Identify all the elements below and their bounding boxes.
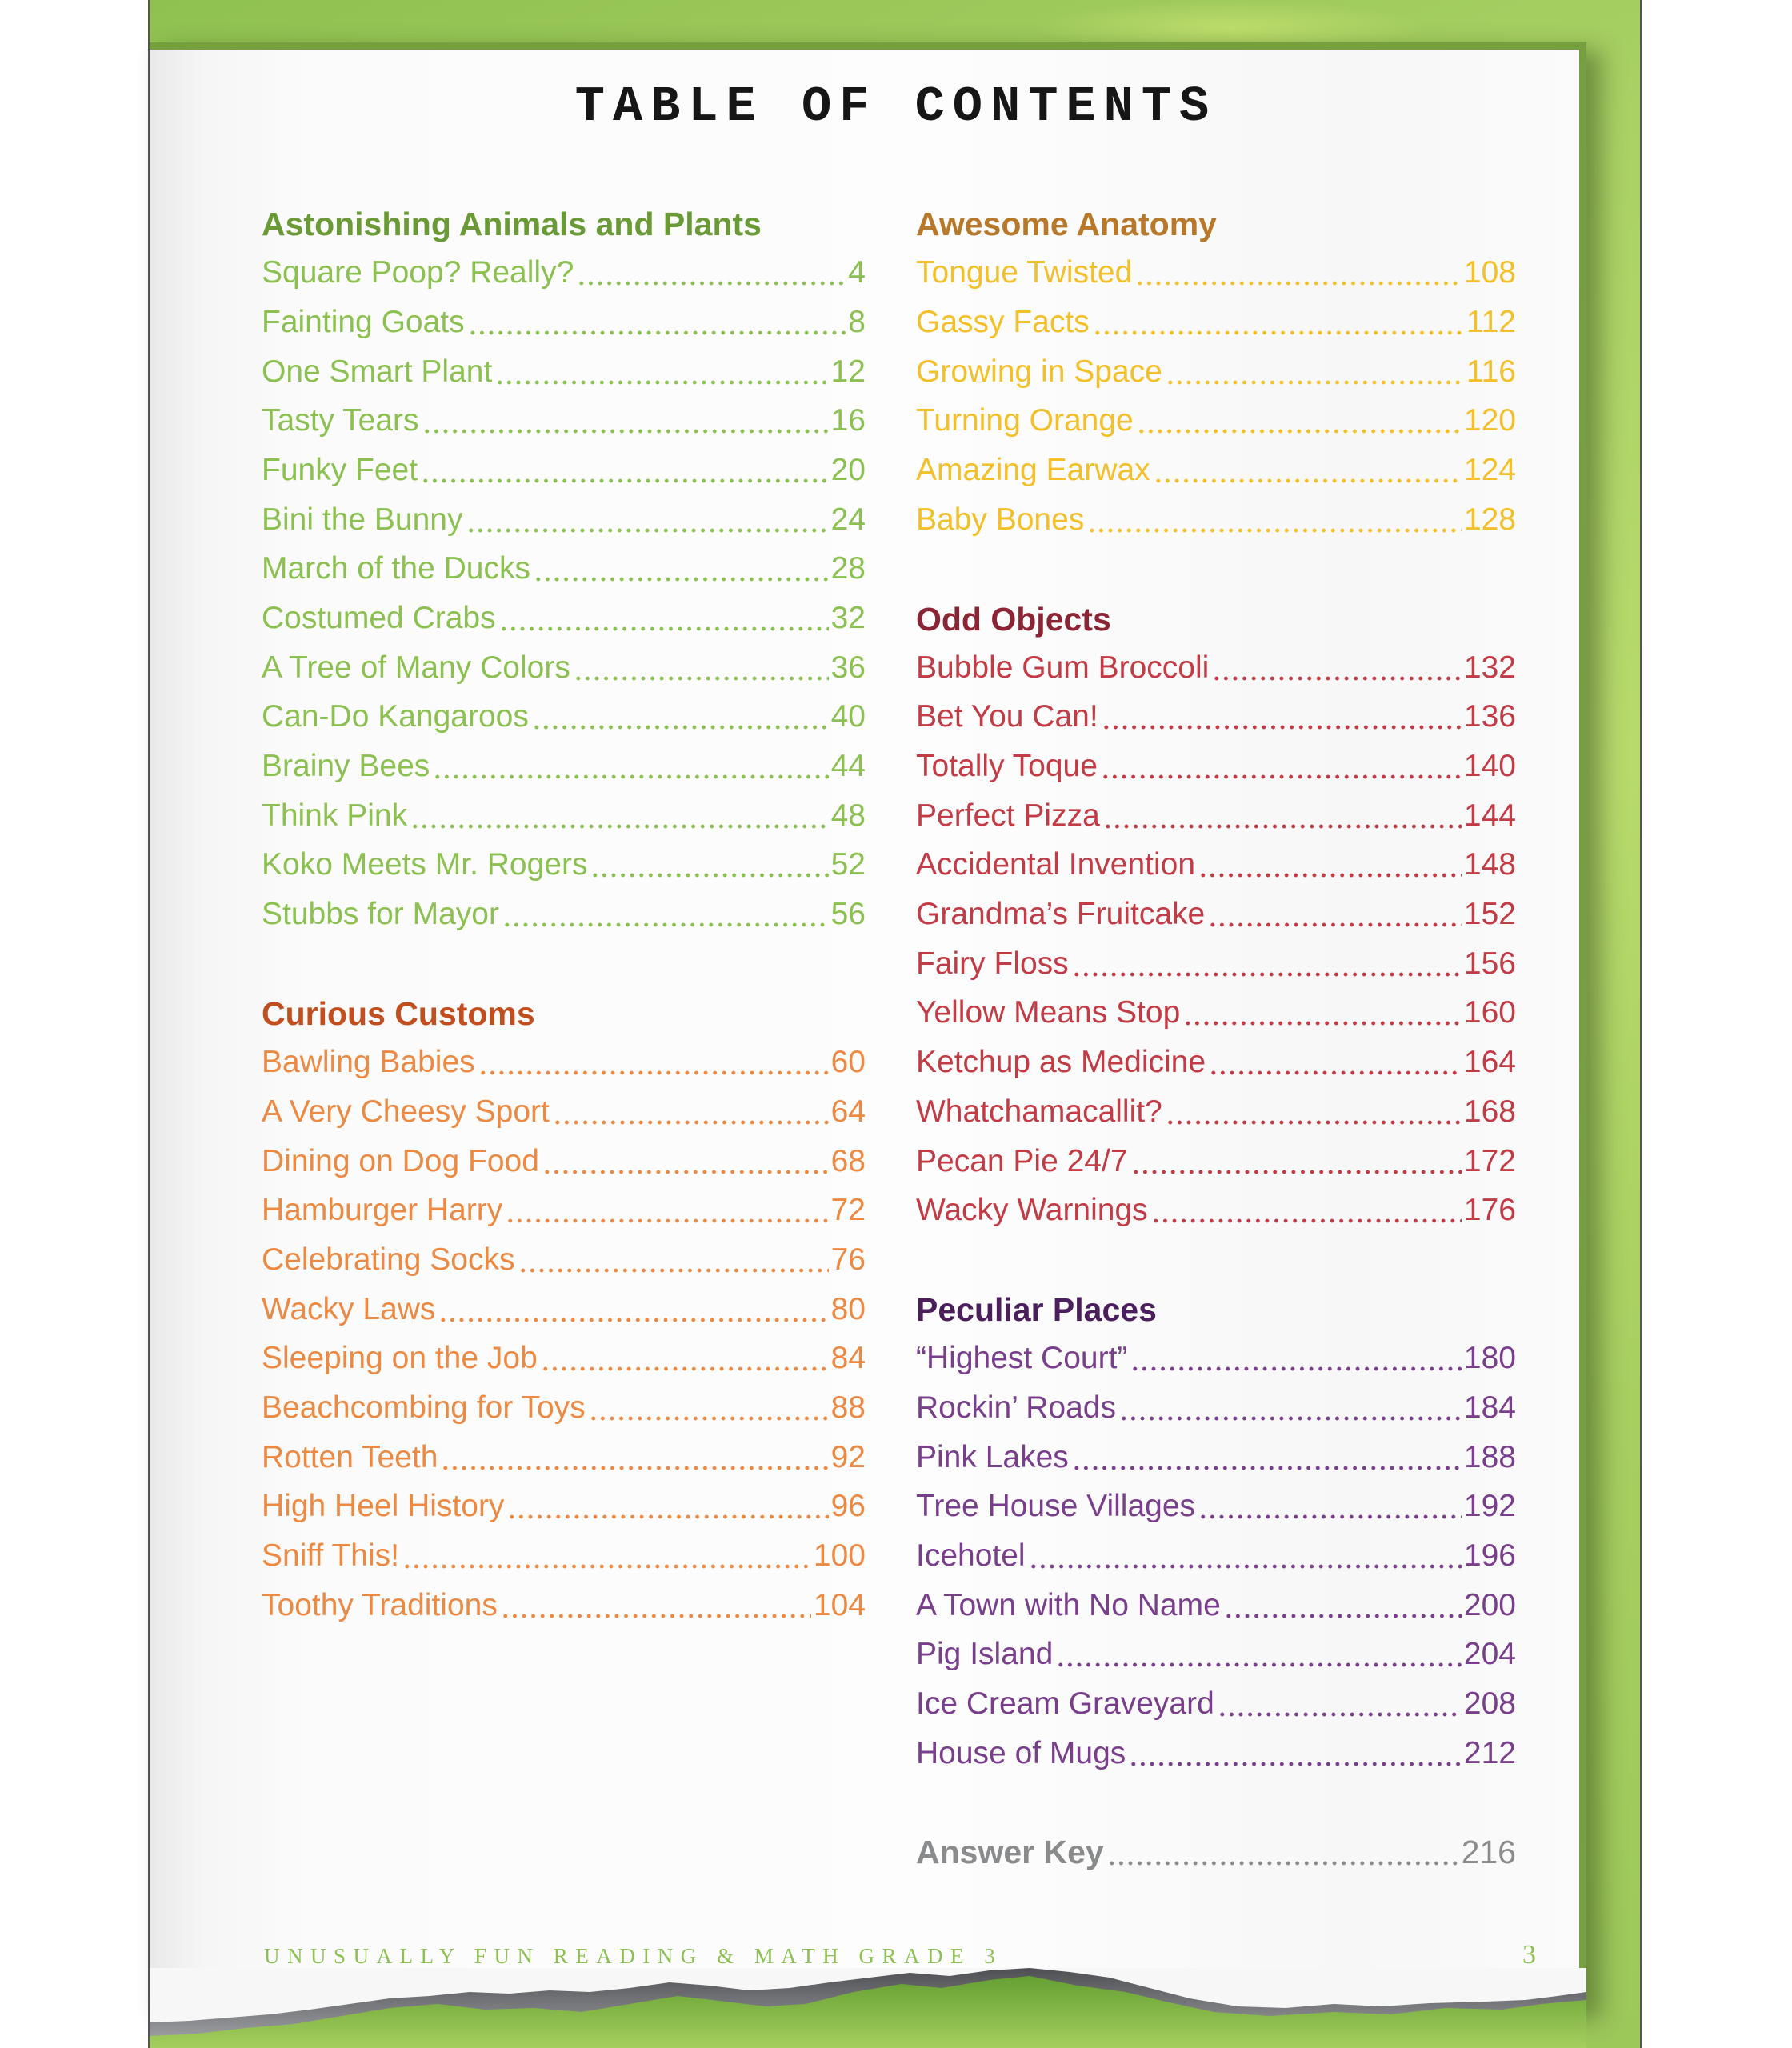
toc-entry[interactable]: [262, 1138, 866, 1187]
entry-page: 176: [1463, 1193, 1516, 1228]
entry-title: Pig Island: [916, 1637, 1054, 1672]
right-column: [916, 200, 1516, 1878]
dot-leader: [1183, 995, 1462, 1026]
entry-title: Fainting Goats: [262, 304, 465, 339]
torn-paper-edge: [150, 1968, 1586, 2048]
entry-page: 4: [848, 255, 866, 290]
entry-title: Ketchup as Medicine: [916, 1045, 1206, 1080]
entry-page: 36: [830, 650, 866, 685]
entry-page: 196: [1463, 1538, 1516, 1573]
toc-entry[interactable]: [262, 1483, 866, 1533]
entry-title: Accidental Invention: [916, 847, 1196, 882]
entry-page: 188: [1463, 1439, 1516, 1474]
toc-entry[interactable]: [916, 1138, 1516, 1187]
dot-leader: [468, 305, 846, 336]
entry-page: 44: [830, 749, 866, 783]
dot-leader: [1198, 847, 1462, 878]
dot-leader: [1166, 354, 1464, 386]
left-column: [262, 200, 866, 1631]
entry-page: 116: [1466, 354, 1516, 389]
entry-title: Fairy Floss: [916, 946, 1069, 981]
entry-page: 108: [1463, 255, 1516, 290]
entry-page: 60: [830, 1045, 866, 1080]
toc-entry[interactable]: [916, 1039, 1516, 1089]
dot-leader: [499, 601, 829, 632]
entry-page: 212: [1463, 1735, 1516, 1770]
dot-leader: [1130, 1341, 1462, 1372]
dot-leader: [1093, 305, 1464, 336]
entry-page: 96: [830, 1489, 866, 1524]
entry-title: Pecan Pie 24/7: [916, 1143, 1128, 1178]
dot-leader: [478, 1045, 829, 1076]
entry-page: 144: [1463, 798, 1516, 833]
entry-page: 136: [1463, 699, 1516, 734]
entry-title: Bubble Gum Broccoli: [916, 650, 1210, 685]
toc-entry[interactable]: [916, 940, 1516, 990]
entry-title: Amazing Earwax: [916, 452, 1150, 487]
entry-page: 64: [830, 1094, 866, 1129]
entry-title: March of the Ducks: [262, 551, 530, 586]
dot-leader: [1135, 255, 1462, 286]
toc-entry[interactable]: [262, 1039, 866, 1089]
entry-page: 100: [813, 1538, 866, 1573]
entry-page: 160: [1463, 995, 1516, 1030]
toc-entry-answer-key[interactable]: [916, 1829, 1516, 1878]
toc-entry[interactable]: [916, 298, 1516, 348]
entry-title: Celebrating Socks: [262, 1242, 515, 1277]
entry-title: Wacky Warnings: [916, 1193, 1148, 1228]
entry-page: 56: [830, 897, 866, 932]
toc-entry[interactable]: [262, 891, 866, 941]
dot-leader: [1166, 1094, 1462, 1126]
entry-title: Funky Feet: [262, 452, 418, 487]
toc-entry[interactable]: [262, 398, 866, 447]
entry-title: Tasty Tears: [262, 403, 419, 438]
dot-leader: [466, 502, 829, 534]
dot-leader: [574, 650, 829, 682]
section-heading-animals-plants: Astonishing Animals and Plants: [262, 206, 762, 243]
entry-page: 40: [830, 699, 866, 734]
entry-title: Grandma’s Fruitcake: [916, 897, 1206, 932]
dot-leader: [507, 1489, 828, 1520]
dot-leader: [495, 354, 828, 386]
entry-page: 92: [830, 1439, 866, 1474]
toc-entry[interactable]: [262, 1533, 866, 1582]
entry-page: 208: [1463, 1686, 1516, 1722]
dot-leader: [577, 255, 846, 286]
entry-page: 152: [1463, 897, 1516, 932]
dot-leader: [1072, 946, 1462, 978]
entry-title: Toothy Traditions: [262, 1587, 498, 1622]
spacer: [916, 546, 1516, 595]
entry-page: 72: [830, 1193, 866, 1228]
entry-page: 16: [830, 403, 866, 438]
dot-leader: [1137, 403, 1462, 434]
toc-entry[interactable]: [916, 1681, 1516, 1730]
dot-leader: [1129, 1736, 1462, 1767]
dot-leader: [1151, 1193, 1462, 1224]
entry-title: House of Mugs: [916, 1735, 1126, 1770]
entry-title: Pink Lakes: [916, 1439, 1069, 1474]
entry-title: Can-Do Kangaroos: [262, 699, 529, 734]
dot-leader: [1087, 502, 1462, 534]
page-number: 3: [1522, 1940, 1536, 1970]
entry-page: 24: [830, 502, 866, 537]
entry-page: 120: [1463, 403, 1516, 438]
dot-leader: [518, 1242, 829, 1274]
entry-title: Sleeping on the Job: [262, 1341, 538, 1376]
entry-page: 28: [830, 551, 866, 586]
entry-page: 20: [830, 452, 866, 487]
entry-title: Turning Orange: [916, 403, 1134, 438]
toc-entry[interactable]: [916, 1631, 1516, 1681]
toc-entry[interactable]: [916, 694, 1516, 743]
toc-entry[interactable]: [916, 1088, 1516, 1138]
toc-entry[interactable]: [916, 1335, 1516, 1385]
dot-leader: [441, 1440, 828, 1471]
entry-title: Growing in Space: [916, 354, 1162, 389]
entry-title: Answer Key: [916, 1833, 1104, 1870]
toc-entry[interactable]: [262, 1434, 866, 1483]
entry-page: 192: [1463, 1489, 1516, 1524]
entry-page: 32: [830, 600, 866, 635]
entry-page: 172: [1463, 1143, 1516, 1178]
entry-title: High Heel History: [262, 1489, 505, 1524]
toc-entry[interactable]: [262, 743, 866, 793]
dot-leader: [534, 551, 829, 582]
entry-title: Gassy Facts: [916, 304, 1090, 339]
dot-leader: [402, 1538, 811, 1570]
dot-leader: [1056, 1637, 1462, 1668]
entry-page: 12: [830, 354, 866, 389]
entry-title: Totally Toque: [916, 749, 1098, 783]
toc-entry[interactable]: [916, 1483, 1516, 1533]
entry-title: Brainy Bees: [262, 749, 430, 783]
entry-title: Rotten Teeth: [262, 1439, 438, 1474]
toc-entry[interactable]: [916, 1730, 1516, 1779]
toc-entry[interactable]: [262, 1385, 866, 1434]
entry-page: 132: [1463, 650, 1516, 685]
section-heading-curious-customs: Curious Customs: [262, 995, 535, 1033]
toc-entry[interactable]: [262, 1582, 866, 1631]
dot-leader: [433, 749, 828, 780]
toc-entry[interactable]: [916, 348, 1516, 398]
toc-entry[interactable]: [916, 644, 1516, 694]
toc-entry[interactable]: [262, 348, 866, 398]
dot-leader: [1103, 798, 1462, 830]
entry-title: Whatchamacallit?: [916, 1094, 1162, 1129]
spacer: [262, 940, 866, 990]
entry-page: 84: [830, 1341, 866, 1376]
page-title: TABLE OF CONTENTS: [574, 78, 1218, 135]
dot-leader: [542, 1144, 829, 1175]
entry-title: Bini the Bunny: [262, 502, 463, 537]
entry-title: “Highest Court”: [916, 1341, 1128, 1376]
entry-page: 164: [1463, 1045, 1516, 1080]
entry-page: 88: [830, 1390, 866, 1425]
entry-title: Icehotel: [916, 1538, 1026, 1573]
entry-title: Ice Cream Graveyard: [916, 1686, 1214, 1722]
dot-leader: [438, 1292, 828, 1323]
dot-leader: [532, 699, 829, 730]
entry-title: A Town with No Name: [916, 1587, 1221, 1622]
entry-title: Perfect Pizza: [916, 798, 1100, 833]
dot-leader: [506, 1193, 828, 1224]
dot-leader: [553, 1094, 829, 1126]
entry-page: 148: [1463, 847, 1516, 882]
dot-leader: [589, 1390, 829, 1422]
entry-page: 124: [1463, 452, 1516, 487]
entry-page: 112: [1466, 304, 1516, 339]
dot-leader: [1131, 1144, 1462, 1175]
toc-entry[interactable]: [916, 446, 1516, 496]
dot-leader: [1209, 1045, 1462, 1076]
dot-leader: [501, 1588, 811, 1619]
entry-title: Baby Bones: [916, 502, 1085, 537]
spacer: [916, 1779, 1516, 1829]
entry-title: Costumed Crabs: [262, 600, 496, 635]
toc-entry[interactable]: [262, 298, 866, 348]
entry-title: Tongue Twisted: [916, 255, 1133, 290]
dot-leader: [1218, 1686, 1462, 1718]
entry-page: 184: [1463, 1390, 1516, 1425]
book-title-footer: UNUSUALLY FUN READING & MATH GRADE 3: [264, 1944, 1003, 1968]
toc-entry[interactable]: [916, 250, 1516, 299]
toc-entry[interactable]: [916, 1533, 1516, 1582]
toc-entry[interactable]: [916, 743, 1516, 793]
toc-entry[interactable]: [262, 1088, 866, 1138]
section-heading-odd-objects: Odd Objects: [916, 600, 1111, 638]
entry-page: 168: [1463, 1094, 1516, 1129]
entry-title: Sniff This!: [262, 1538, 399, 1573]
dot-leader: [1119, 1390, 1462, 1422]
entry-title: One Smart Plant: [262, 354, 493, 389]
entry-page: 156: [1463, 946, 1516, 981]
toc-entry[interactable]: [916, 496, 1516, 546]
spacer: [916, 1236, 1516, 1286]
toc-entry[interactable]: [262, 446, 866, 496]
entry-page: 48: [830, 798, 866, 833]
toc-entry[interactable]: [262, 496, 866, 546]
section-heading-peculiar-places: Peculiar Places: [916, 1291, 1157, 1329]
toc-entry[interactable]: [262, 792, 866, 842]
toc-entry[interactable]: [262, 595, 866, 645]
toc-entry[interactable]: [916, 891, 1516, 941]
entry-title: Dining on Dog Food: [262, 1143, 539, 1178]
entry-title: A Very Cheesy Sport: [262, 1094, 550, 1129]
entry-title: Rockin’ Roads: [916, 1390, 1116, 1425]
section-heading-awesome-anatomy: Awesome Anatomy: [916, 206, 1217, 243]
entry-title: Stubbs for Mayor: [262, 897, 499, 932]
entry-page: 8: [848, 304, 866, 339]
dot-leader: [590, 847, 828, 878]
entry-title: Koko Meets Mr. Rogers: [262, 847, 588, 882]
toc-entry[interactable]: [262, 1286, 866, 1335]
entry-title: A Tree of Many Colors: [262, 650, 570, 685]
entry-page: 128: [1463, 502, 1516, 537]
toc-entry[interactable]: [262, 842, 866, 891]
dot-leader: [1072, 1440, 1462, 1471]
entry-page: 180: [1463, 1341, 1516, 1376]
dot-leader: [1198, 1489, 1462, 1520]
toc-entry[interactable]: [916, 792, 1516, 842]
toc-entry[interactable]: [916, 398, 1516, 447]
dot-leader: [1208, 897, 1462, 928]
toc-entry[interactable]: [262, 644, 866, 694]
entry-page: 52: [830, 847, 866, 882]
dot-leader: [1107, 1834, 1459, 1866]
dot-leader: [1154, 453, 1462, 484]
entry-title: Yellow Means Stop: [916, 995, 1181, 1030]
entry-page: 80: [830, 1291, 866, 1326]
toc-entry[interactable]: [262, 1335, 866, 1385]
entry-page: 76: [830, 1242, 866, 1277]
toc-entry[interactable]: [262, 250, 866, 299]
dot-leader: [1102, 699, 1462, 730]
entry-page: 104: [813, 1587, 866, 1622]
entry-page: 200: [1463, 1587, 1516, 1622]
entry-title: Beachcombing for Toys: [262, 1390, 586, 1425]
entry-page: 216: [1461, 1833, 1516, 1870]
toc-entry[interactable]: [916, 1582, 1516, 1631]
toc-entry[interactable]: [916, 990, 1516, 1039]
dot-leader: [410, 798, 829, 830]
dot-leader: [502, 897, 829, 928]
toc-entry[interactable]: [916, 1434, 1516, 1483]
entry-title: Think Pink: [262, 798, 408, 833]
toc-entry[interactable]: [916, 1187, 1516, 1237]
entry-title: Square Poop? Really?: [262, 255, 574, 290]
dot-leader: [422, 403, 829, 434]
dot-leader: [1029, 1538, 1462, 1570]
dot-leader: [541, 1341, 829, 1372]
toc-entry[interactable]: [262, 694, 866, 743]
entry-title: Bet You Can!: [916, 699, 1098, 734]
entry-page: 68: [830, 1143, 866, 1178]
entry-page: 204: [1463, 1637, 1516, 1672]
entry-title: Bawling Babies: [262, 1045, 475, 1080]
dot-leader: [1101, 749, 1462, 780]
entry-title: Wacky Laws: [262, 1291, 436, 1326]
toc-entry[interactable]: [262, 1187, 866, 1237]
dot-leader: [1212, 650, 1462, 682]
entry-title: Tree House Villages: [916, 1489, 1196, 1524]
toc-entry[interactable]: [916, 1385, 1516, 1434]
toc-entry[interactable]: [262, 546, 866, 595]
entry-page: 140: [1463, 749, 1516, 783]
toc-entry[interactable]: [262, 1236, 866, 1286]
dot-leader: [421, 453, 829, 484]
entry-title: Hamburger Harry: [262, 1193, 503, 1228]
dot-leader: [1224, 1588, 1462, 1619]
toc-entry[interactable]: [916, 842, 1516, 891]
